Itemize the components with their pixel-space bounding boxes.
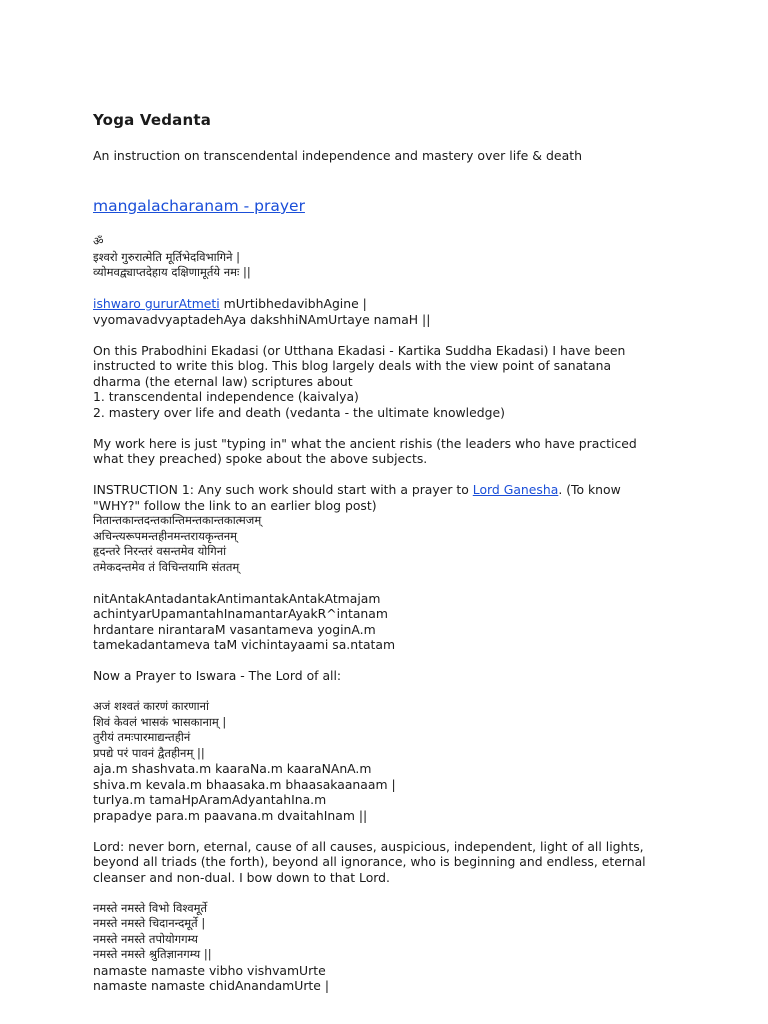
paragraph-line: Lord: never born, eternal, cause of all causes, auspicious, independent, light of all lights, xyxy=(93,838,644,854)
list-item: 2. mastery over life and death (vedanta - the ultimate knowledge) xyxy=(93,404,505,420)
verse-roman-line: prapadye para.m paavana.m dvaitahInam || xyxy=(93,807,368,823)
paragraph-line: On this Prabodhini Ekadasi (or Utthana Ekadasi - Kartika Suddha Ekadasi) I have been xyxy=(93,342,626,358)
verse-line: शिवं केवलं भासकं भासकानाम् | xyxy=(93,714,227,729)
verse-roman-line: namaste namaste chidAnandamUrte | xyxy=(93,978,330,993)
paragraph-line: My work here is just "typing in" what the ancient rishis (the leaders who have practiced xyxy=(93,435,637,451)
instruction-suffix: . (To know xyxy=(558,482,621,497)
verse-line: नमस्ते नमस्ते विभो विश्वमूर्ते xyxy=(93,900,208,915)
verse-line: नमस्ते नमस्ते श्रुतिज्ञानगम्य || xyxy=(93,947,212,961)
post-body xyxy=(93,234,753,1009)
instruction-prefix: INSTRUCTION 1: Any such work should start with a prayer to xyxy=(93,482,473,497)
verse1-block xyxy=(93,234,753,281)
section-heading: Now a Prayer to Iswara - The Lord of all: xyxy=(93,668,342,683)
verse-roman-line: namaste namaste vibho vishvamUrte xyxy=(93,962,326,978)
lord-paragraph xyxy=(93,839,753,886)
verse-line: तमेकदन्तमेव तं विचिन्तयामि संततम् xyxy=(93,559,240,574)
post-title-link[interactable]: mangalacharanam - prayer xyxy=(93,197,305,215)
verse-roman-line: vyomavadvyaptadehAya dakshhiNAmUrtaye namaH || xyxy=(93,311,431,327)
verse-roman-line: aja.m shashvata.m kaaraNa.m kaaraNAnA.m xyxy=(93,761,372,776)
paragraph-line: beyond all triads (the forth), beyond all ignorance, who is beginning and endless, eternal xyxy=(93,854,646,869)
verse-roman-line: tamekadantameva taM vichintayaami sa.ntatam xyxy=(93,637,396,652)
verse-roman-line: achintyarUpamantahInamantarAyakR^intanam xyxy=(93,606,388,621)
verse-line: हृदन्तरे निरन्तरं वसन्तमेव योगिनां xyxy=(93,544,227,558)
verse1-roman-block xyxy=(93,296,753,327)
verse-line: व्योमवद्व्याप्तदेहाय दक्षिणामूर्तये नमः || xyxy=(93,265,251,279)
paragraph-line: dharma (the eternal law) scriptures about xyxy=(93,373,353,389)
paragraph-line: instructed to write this blog. This blog largely deals with the view point of sanatana xyxy=(93,358,612,373)
namaste-block xyxy=(93,901,753,994)
instruction-line xyxy=(93,482,753,498)
verse1-link[interactable]: ishwaro gururAtmeti xyxy=(93,296,220,311)
verse1-rest: mUrtibhedavibhAgine | xyxy=(219,296,367,311)
verse-roman-line xyxy=(93,296,753,312)
om-symbol: ॐ xyxy=(93,234,104,248)
instruction-block xyxy=(93,482,753,575)
ganesha-roman-block xyxy=(93,591,753,653)
list-item: 1. transcendental independence (kaivalya) xyxy=(93,389,359,404)
verse-line: नमस्ते नमस्ते तपोयोगगम्य xyxy=(93,931,198,946)
verse-line: नितान्तकान्तदन्तकान्तिमन्तकान्तकात्मजम् xyxy=(93,513,262,527)
paragraph-line: cleanser and non-dual. I bow down to that Lord. xyxy=(93,869,390,885)
verse-roman-line: turIya.m tamaHpAramAdyantahIna.m xyxy=(93,792,327,807)
paragraph-line: what they preached) spoke about the above subjects. xyxy=(93,451,428,466)
blog-description: An instruction on transcendental independence and mastery over life & death xyxy=(93,148,583,163)
intro-paragraph xyxy=(93,343,753,421)
lord-ganesha-link[interactable]: Lord Ganesha xyxy=(472,482,559,497)
verse-line: इश्वरो गुरुरात्मेति मूर्तिभेदविभागिने | xyxy=(93,249,240,264)
verse-line: अजं शश्वतं कारणं कारणानां xyxy=(93,699,209,713)
iswara-block xyxy=(93,699,753,823)
verse-roman-line: shiva.m kevala.m bhaasaka.m bhaasakaanaam | xyxy=(93,776,396,792)
blog-title: Yoga Vedanta xyxy=(93,111,212,129)
work-paragraph xyxy=(93,436,753,467)
verse-line: तुरीयं तमःपारमाद्यन्तहीनं xyxy=(93,730,191,744)
instruction-line: "WHY?" follow the link to an earlier blog post) xyxy=(93,497,377,513)
verse-line: प्रपद्ये परं पावनं द्वैतहीनम् || xyxy=(93,745,205,760)
verse-line: अचिन्त्यरूपमन्तहीनमन्तरायकृन्तनम् xyxy=(93,528,238,543)
verse-roman-line: hrdantare nirantaraM vasantameva yoginA.m xyxy=(93,621,376,637)
verse-line: नमस्ते नमस्ते चिदानन्दमूर्ते | xyxy=(93,916,206,930)
iswara-heading xyxy=(93,668,753,684)
verse-roman-line: nitAntakAntadantakAntimantakAntakAtmajam xyxy=(93,590,381,606)
